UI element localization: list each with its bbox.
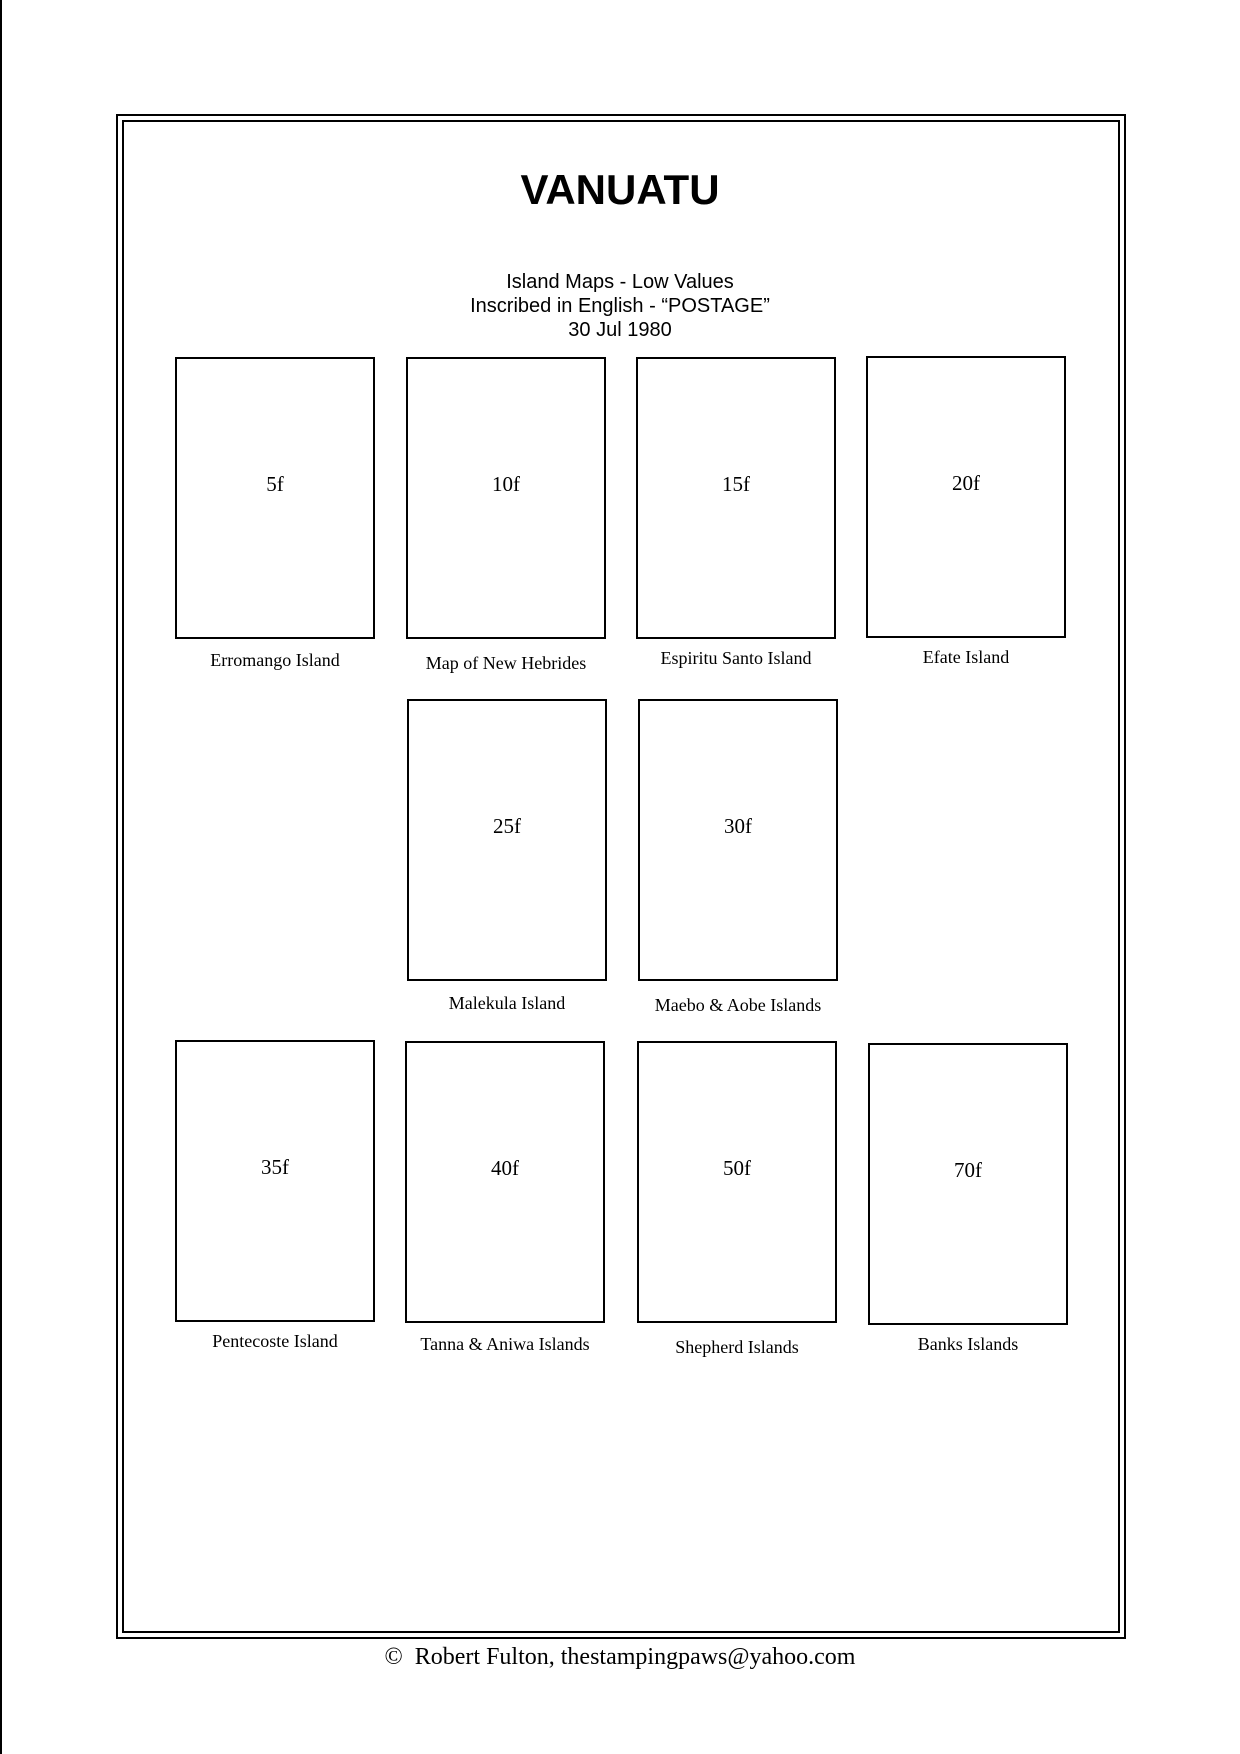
stamp-caption: Malekula Island [448, 993, 566, 1013]
issue-inscription: Inscribed in English - “POSTAGE” [470, 295, 770, 317]
stamp-box [638, 699, 838, 981]
stamp-value: 15f [722, 472, 750, 496]
stamp-box [405, 1041, 605, 1323]
stamp-caption: Efate Island [922, 647, 1010, 667]
copyright-text: Robert Fulton, thestampingpaws@yahoo.com [414, 1644, 856, 1670]
stamp-box [175, 1040, 375, 1322]
stamp-value: 30f [724, 814, 752, 838]
page-left-edge [0, 0, 2, 1754]
stamp-caption: Erromango Island [210, 650, 340, 670]
stamp-value: 25f [493, 814, 521, 838]
stamp-box [868, 1043, 1068, 1325]
issue-title: Island Maps - Low Values [506, 271, 734, 293]
stamp-caption: Tanna & Aniwa Islands [420, 1334, 590, 1354]
stamp-caption: Espiritu Santo Island [660, 648, 812, 668]
stamp-value: 10f [492, 472, 520, 496]
copyright-icon: © [384, 1644, 403, 1670]
stamp-box [407, 699, 607, 981]
stamp-caption: Pentecoste Island [212, 1331, 338, 1351]
stamp-value: 20f [952, 471, 980, 495]
stamp-caption: Shepherd Islands [675, 1337, 799, 1357]
stamp-value: 40f [491, 1156, 519, 1180]
page-title: VANUATU [520, 166, 720, 213]
stamp-box [637, 1041, 837, 1323]
stamp-value: 35f [261, 1155, 289, 1179]
stamp-value: 50f [723, 1156, 751, 1180]
stamp-caption: Maebo & Aobe Islands [654, 995, 822, 1015]
copyright-footer [0, 1643, 1240, 1671]
stamp-box [636, 357, 836, 639]
stamp-caption: Map of New Hebrides [425, 653, 587, 673]
issue-date: 30 Jul 1980 [568, 319, 672, 341]
stamp-value: 70f [954, 1158, 982, 1182]
stamp-box [175, 357, 375, 639]
stamp-box [866, 356, 1066, 638]
stamp-caption: Banks Islands [917, 1334, 1019, 1354]
stamp-box [406, 357, 606, 639]
page-border-inner [122, 120, 1120, 1633]
stamp-value: 5f [266, 472, 284, 496]
